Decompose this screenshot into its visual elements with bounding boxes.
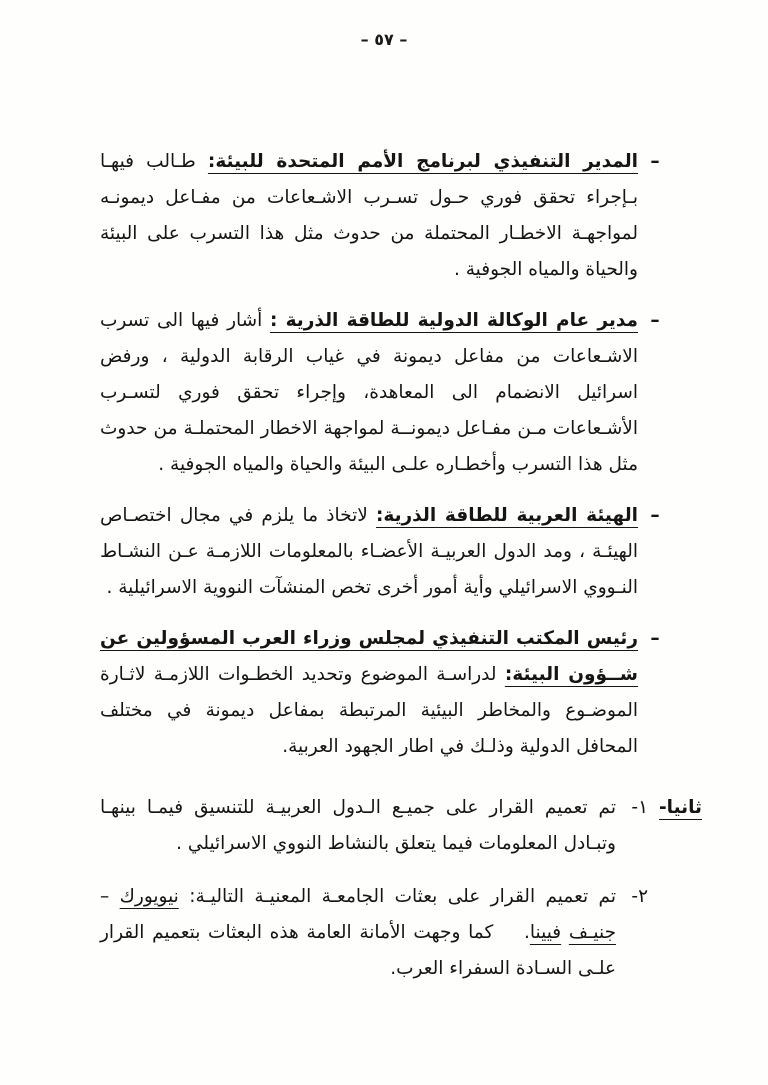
item-number: ١- xyxy=(631,797,648,818)
paragraph-heading: رئيس المكتب التنفيذي لمجلس وزراء العرب المسؤولين عن شــؤون البيئة: xyxy=(100,628,638,685)
paragraph-heading: المدير التنفيذي لبرنامج الأمم المتحدة للبيئة: xyxy=(207,151,638,172)
paragraph-text: . كما وجهت الأمانة العامة هذه البعثات بتعميم القرار علـى السـادة السفراء العرب. xyxy=(100,922,616,979)
paragraph-text: طـالب فيهـا بـإجراء تحقق فوري حـول تسـرب الاشـعاعات من مفـاعل ديمونـه لمواجهـة الاخطـار المحتملة من حدوث مثل هذا التسرب على البيئة والحياة والمياه الجوفية . xyxy=(100,151,638,280)
bullet-list xyxy=(100,144,702,765)
bullet-paragraph xyxy=(100,144,672,288)
paragraph-heading: مدير عام الوكالة الدولية للطاقة الذرية : xyxy=(269,310,638,331)
paragraph-text: لاتخاذ ما يلزم في مجال اختصـاص الهيئـة ، ومد الدول العربيـة الأعضـاء بالمعلومات اللازمـة عـن النشـاط النـووي الاسرائيلي وأية أمور أخرى تخص المنشآت النووية الاسرائيلية . xyxy=(100,505,638,598)
paragraph-text xyxy=(561,922,569,943)
paragraph-text: لدراسـة الموضوع وتحديد الخطـوات اللازمـة لاثـارة الموضـوع والمخاطر البيئية المرتبطة بمفاعل ديمونة في مختلف المحافل الدولية وذلـك في اطار الجهود العربية. xyxy=(100,664,638,757)
bullet-dash: – xyxy=(650,628,660,649)
paragraph-text: – xyxy=(100,886,120,907)
item-text xyxy=(100,879,616,987)
paragraph-text: أشار فيها الى تسرب الاشـعاعات من مفاعل ديمونة في غياب الرقابة الدولية ، ورفض اسرائيل الانضمام الى المعاهدة، وإجراء تحقق فوري لتسـرب الأشـعاعات مـن مفـاعل ديمونــة لمواجهة الاخطار المحتملـة من حدوث مثل هذا التسرب وأخطـاره علـى البيئة والحياة والمياه الجوفية . xyxy=(100,310,638,475)
underlined-term: فيينا xyxy=(529,922,562,943)
underlined-term: جنيـف xyxy=(568,922,616,943)
numbered-item xyxy=(100,879,648,987)
paragraph xyxy=(100,303,638,483)
paragraph-text: تم تعميم القرار على بعثات الجامعـة المعنيـة التاليـة: xyxy=(178,886,616,907)
bullet-dash: – xyxy=(650,310,660,331)
bullet-dash: – xyxy=(650,505,660,526)
underlined-term: نيويورك xyxy=(119,886,179,907)
paragraph xyxy=(100,621,638,765)
bullet-dash: – xyxy=(650,151,660,172)
paragraph xyxy=(100,144,638,288)
numbered-items xyxy=(100,790,648,1004)
paragraph xyxy=(100,498,638,606)
document-body xyxy=(100,144,702,1004)
item-text xyxy=(100,790,616,862)
section-second xyxy=(100,790,702,1004)
section-label: ثانيا- xyxy=(658,797,702,818)
numbered-item xyxy=(100,790,648,862)
bullet-paragraph xyxy=(100,498,672,606)
item-number: ٢- xyxy=(631,886,648,907)
paragraph-heading: الهيئة العربية للطاقة الذرية: xyxy=(375,505,638,526)
bullet-paragraph xyxy=(100,621,672,765)
bullet-paragraph xyxy=(100,303,672,483)
page-number: – ٥٧ – xyxy=(360,30,408,49)
paragraph-text: تم تعميم القرار على جميـع الـدول العربيـة للتنسيق فيمـا بينهـا وتبـادل المعلومات فيما يتعلق بالنشاط النووي الاسرائيلي . xyxy=(100,797,616,854)
